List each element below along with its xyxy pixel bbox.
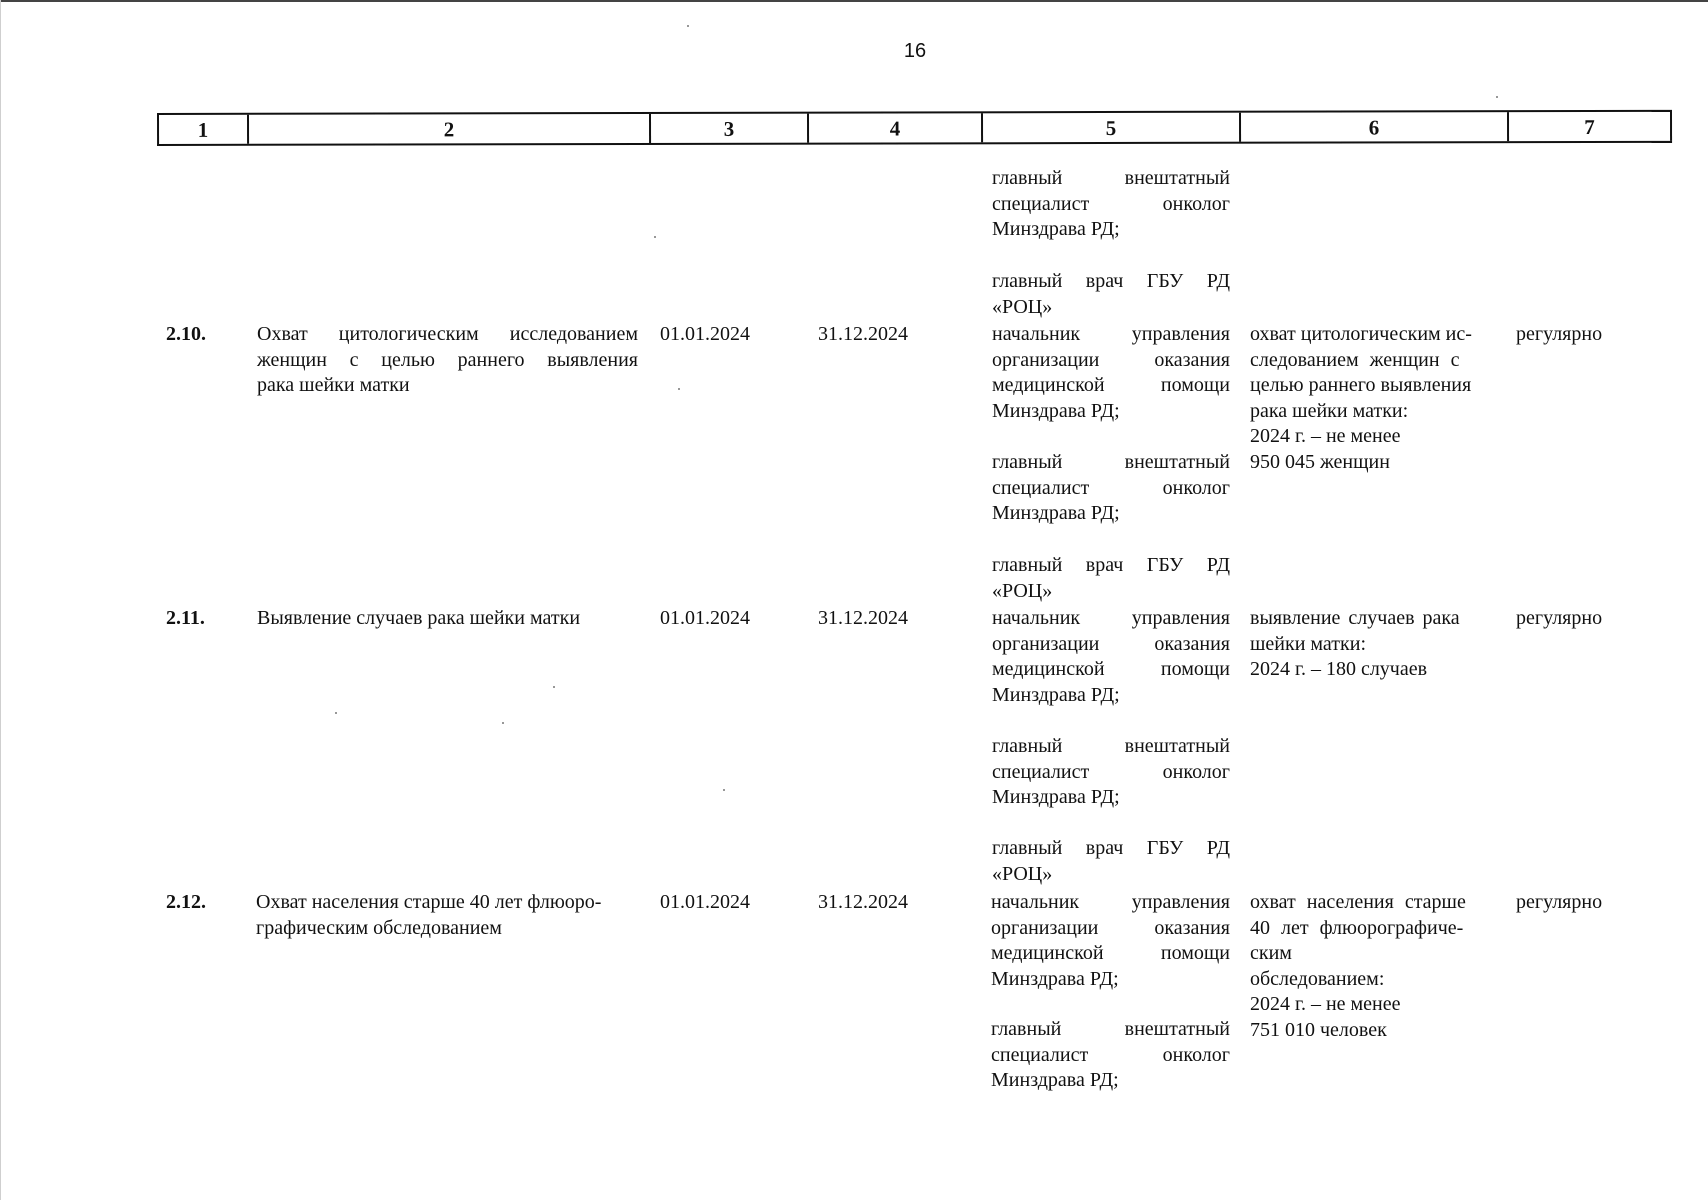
text-line: медицинской помощи xyxy=(992,374,1230,396)
text-line: Минздрава РД; xyxy=(992,786,1120,808)
continuation-responsible-2 xyxy=(992,269,1230,320)
responsible-block xyxy=(992,450,1230,527)
end-date: 31.12.2024 xyxy=(818,891,908,913)
text-line: Выявление случаев рака шейки матки xyxy=(257,607,581,629)
text-line: главный внештатный xyxy=(992,167,1230,189)
text-line: специалист онколог xyxy=(992,760,1230,783)
responsible-block xyxy=(992,734,1230,811)
row-number: 2.11. xyxy=(166,607,205,629)
text-line: выявление случаев рака xyxy=(1250,607,1460,629)
text-line: главный врач ГБУ РД xyxy=(992,837,1230,859)
scan-speck xyxy=(502,722,504,724)
scan-speck xyxy=(654,236,656,238)
text-line: Минздрава РД; xyxy=(991,1069,1119,1091)
scan-top-edge xyxy=(0,0,1708,2)
text-line: специалист онколог xyxy=(991,1043,1230,1066)
row-number: 2.12. xyxy=(166,891,206,913)
scan-speck xyxy=(687,25,689,27)
text-line: целью раннего выявления xyxy=(1250,374,1472,396)
text-line: «РОЦ» xyxy=(992,862,1053,885)
text-line: Минздрава РД; xyxy=(992,502,1120,524)
column-header-4: 4 xyxy=(809,113,983,142)
column-header-7: 7 xyxy=(1509,112,1672,141)
scan-speck xyxy=(335,712,337,714)
scan-speck xyxy=(553,686,555,688)
column-header-2: 2 xyxy=(249,114,651,144)
text-line: начальник управления xyxy=(991,891,1230,913)
text-line: «РОЦ» xyxy=(992,295,1053,318)
column-header-5: 5 xyxy=(983,113,1241,143)
text-line: 950 045 женщин xyxy=(1250,450,1390,473)
page-number: 16 xyxy=(903,40,927,62)
text-line: медицинской помощи xyxy=(992,658,1230,680)
expected-result xyxy=(1250,890,1500,1043)
row-number: 2.10. xyxy=(166,323,206,345)
text-line: 2024 г. – не менее xyxy=(1250,993,1401,1015)
text-line: организации оказания xyxy=(991,916,1230,939)
start-date: 01.01.2024 xyxy=(660,891,750,913)
event-description xyxy=(256,890,641,941)
start-date: 01.01.2024 xyxy=(660,323,750,345)
text-line: Охват населения старше 40 лет флюоро- xyxy=(256,891,602,913)
text-line: главный внештатный xyxy=(992,451,1230,473)
event-description xyxy=(257,606,638,632)
expected-result xyxy=(1250,322,1500,475)
start-date: 01.01.2024 xyxy=(660,607,750,629)
text-line: специалист онколог xyxy=(992,192,1230,215)
text-line: организации оказания xyxy=(992,632,1230,655)
text-line: 2024 г. – не менее xyxy=(1250,425,1401,447)
text-line: женщин с целью раннего выявления xyxy=(257,348,638,371)
text-line: главный внештатный xyxy=(992,735,1230,757)
text-line: Минздрава РД; xyxy=(992,683,1120,706)
text-line: начальник управления xyxy=(992,607,1230,629)
text-line: обследованием: xyxy=(1250,967,1385,990)
text-line: шейки матки: xyxy=(1250,632,1366,655)
scan-speck xyxy=(723,789,725,791)
column-header-1: 1 xyxy=(159,115,249,144)
text-line: Минздрава РД; xyxy=(992,399,1120,422)
text-line: начальник управления xyxy=(992,323,1230,345)
text-line: главный врач ГБУ РД xyxy=(992,270,1230,292)
text-line: 2024 г. – 180 случаев xyxy=(1250,658,1428,680)
text-line: Минздрава РД; xyxy=(992,218,1120,240)
text-line: Охват цитологическим исследованием xyxy=(257,323,638,345)
responsible-block xyxy=(992,836,1230,887)
text-line: 751 010 человек xyxy=(1250,1018,1387,1041)
text-line: «РОЦ» xyxy=(992,579,1053,602)
text-line: рака шейки матки: xyxy=(1250,399,1409,422)
responsible-block xyxy=(992,322,1230,424)
responsible-block xyxy=(991,1017,1230,1094)
frequency: регулярно xyxy=(1516,607,1603,629)
event-description xyxy=(257,322,638,399)
table-header-row xyxy=(157,110,1672,146)
expected-result xyxy=(1250,606,1500,683)
frequency: регулярно xyxy=(1516,323,1603,345)
frequency: регулярно xyxy=(1516,891,1603,913)
responsible-block xyxy=(992,553,1230,604)
text-line: главный внештатный xyxy=(991,1018,1230,1040)
text-line: ским xyxy=(1250,942,1292,964)
text-line: охват населения старше xyxy=(1250,891,1466,913)
column-header-3: 3 xyxy=(651,114,809,143)
scan-left-edge xyxy=(0,0,1,1200)
text-line: медицинской помощи xyxy=(991,942,1230,964)
scan-speck xyxy=(1496,96,1498,98)
text-line: Минздрава РД; xyxy=(991,967,1119,990)
text-line: следованием женщин с xyxy=(1250,348,1460,371)
text-line: главный врач ГБУ РД xyxy=(992,554,1230,576)
end-date: 31.12.2024 xyxy=(818,323,908,345)
text-line: графическим обследованием xyxy=(256,916,502,939)
text-line: рака шейки матки xyxy=(257,374,410,396)
column-header-6: 6 xyxy=(1241,112,1509,142)
responsible-block xyxy=(992,606,1230,708)
text-line: специалист онколог xyxy=(992,476,1230,499)
text-line: организации оказания xyxy=(992,348,1230,371)
text-line: 40 лет флюорографиче- xyxy=(1250,916,1464,939)
text-line: охват цитологическим ис- xyxy=(1250,323,1472,345)
end-date: 31.12.2024 xyxy=(818,607,908,629)
responsible-block xyxy=(991,890,1230,992)
scan-speck xyxy=(678,388,680,390)
continuation-responsible-1 xyxy=(992,166,1230,243)
